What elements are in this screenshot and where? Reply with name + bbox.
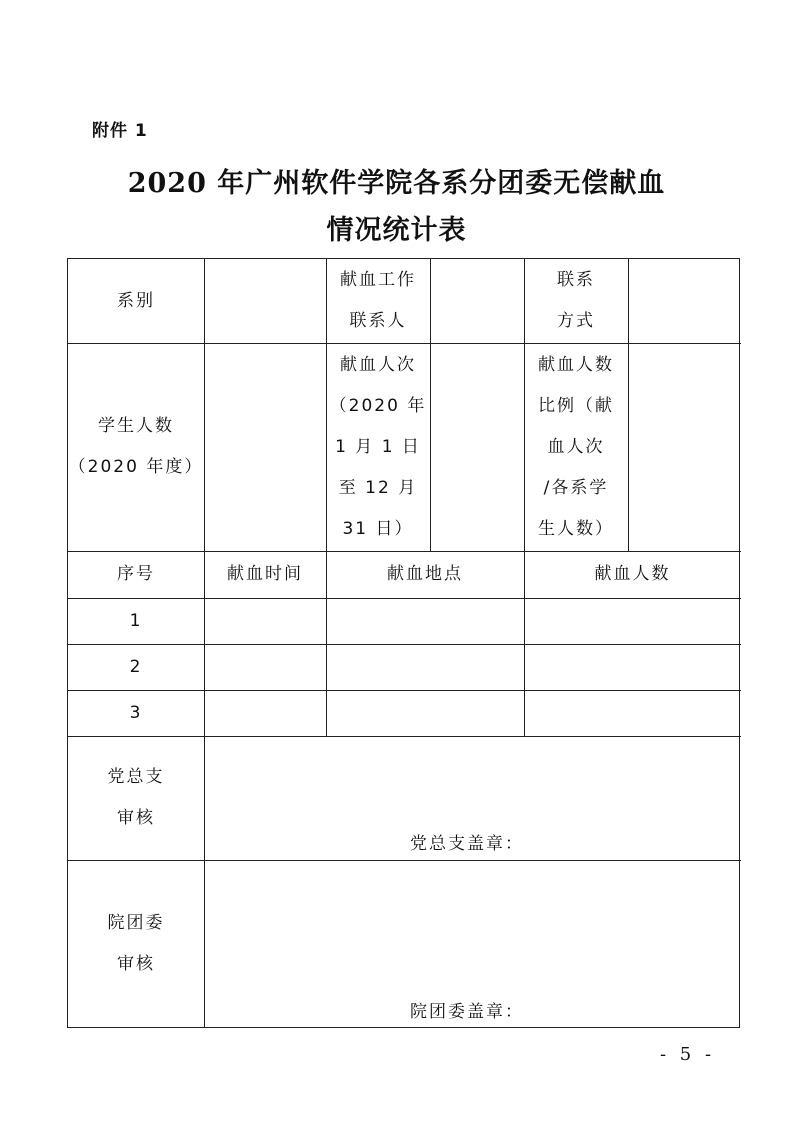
table-row-index: 2 bbox=[129, 656, 143, 677]
dept-value-field[interactable] bbox=[204, 259, 326, 343]
table-row-index: 3 bbox=[129, 702, 143, 723]
student-count-label: 学生人数 （2020 年度） bbox=[68, 416, 204, 477]
col-header-time: 献血时间 bbox=[227, 564, 303, 584]
row2-time-field[interactable] bbox=[204, 644, 326, 690]
party-seal-label: 党总支盖章： bbox=[410, 834, 524, 854]
attachment-label: 附件 1 bbox=[92, 121, 148, 141]
party-review-label: 党总支 审核 bbox=[107, 767, 165, 828]
row2-location-field[interactable] bbox=[326, 644, 524, 690]
donation-count-field[interactable] bbox=[430, 343, 524, 551]
student-count-field[interactable] bbox=[204, 343, 326, 551]
page-number: - 5 - bbox=[660, 1044, 716, 1065]
page-subtitle: 情况统计表 bbox=[326, 215, 467, 246]
row1-location-field[interactable] bbox=[326, 598, 524, 644]
row2-donors-field[interactable] bbox=[524, 644, 741, 690]
col-header-location: 献血地点 bbox=[387, 564, 463, 584]
contact-person-field[interactable] bbox=[430, 259, 524, 343]
row3-location-field[interactable] bbox=[326, 690, 524, 736]
contact-method-label: 联系 方式 bbox=[557, 270, 595, 331]
contact-method-field[interactable] bbox=[628, 259, 741, 343]
league-review-label: 院团委 审核 bbox=[107, 912, 165, 974]
row1-donors-field[interactable] bbox=[524, 598, 741, 644]
row3-donors-field[interactable] bbox=[524, 690, 741, 736]
dept-label: 系别 bbox=[117, 290, 155, 311]
donation-ratio-label: 献血人数 比例（献 血人次 /各系学 生人数） bbox=[538, 354, 614, 539]
col-header-index: 序号 bbox=[117, 564, 155, 584]
row3-time-field[interactable] bbox=[204, 690, 326, 736]
col-header-donors: 献血人数 bbox=[594, 564, 671, 584]
row1-time-field[interactable] bbox=[204, 598, 326, 644]
table-row-index: 1 bbox=[129, 610, 143, 631]
donation-count-label: 献血人次 （2020 年 1 月 1 日 至 12 月 31 日） bbox=[329, 354, 427, 539]
contact-person-label: 献血工作 联系人 bbox=[340, 270, 416, 331]
league-seal-label: 院团委盖章： bbox=[410, 1002, 524, 1022]
statistics-form bbox=[67, 258, 740, 1028]
donation-ratio-field[interactable] bbox=[628, 343, 741, 551]
page-title: 2020 年广州软件学院各系分团委无偿献血 bbox=[127, 168, 666, 199]
